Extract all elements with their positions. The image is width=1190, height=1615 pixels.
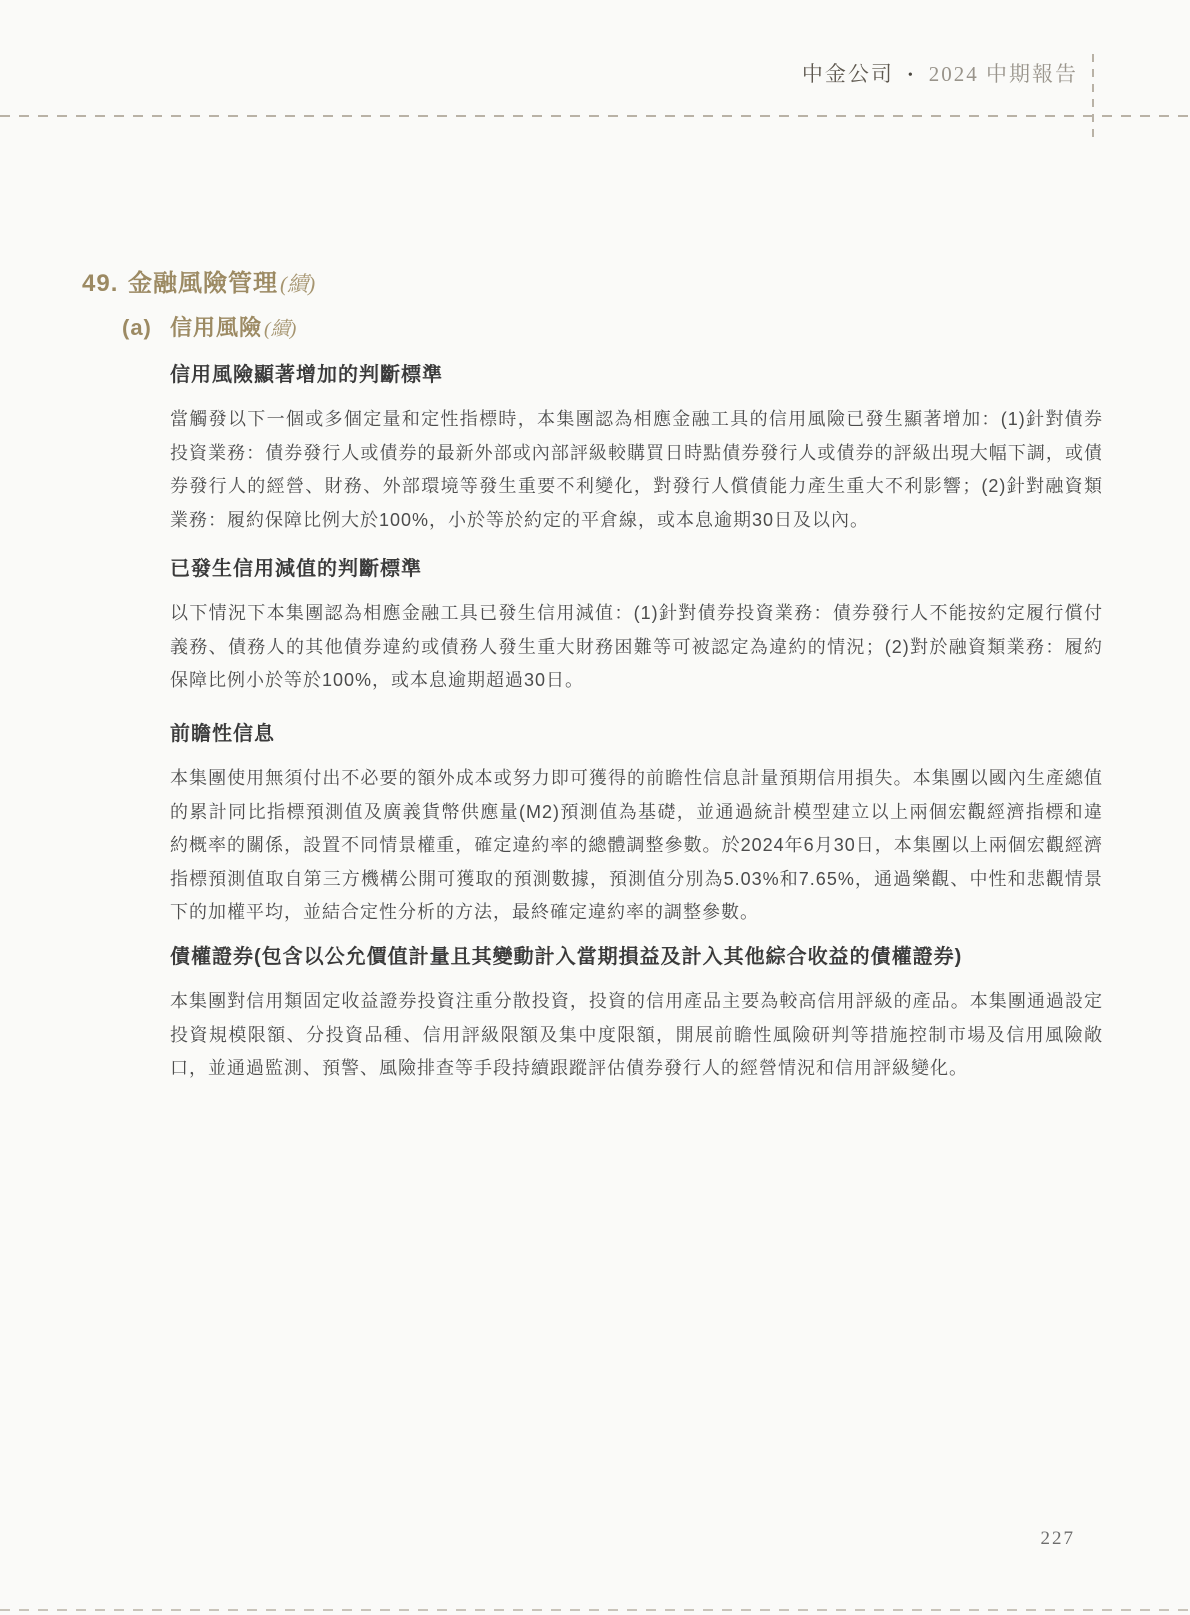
- subsection-letter: (a): [122, 315, 152, 340]
- section-title: [82, 263, 315, 298]
- subsection-title-text: [170, 311, 296, 342]
- block-paragraph: 本集團對信用類固定收益證券投資注重分散投資，投資的信用產品主要為較高信用評級的產品。本集團通過設定投資規模限額、分投資品種、信用評級限額及集中度限額，開展前瞻性風險研判等措施控制市場及信用風險敞口，並通過監測、預警、風險排查等手段持續跟蹤評估債券發行人的經營情況和信用評級變化。: [170, 991, 1103, 1078]
- criteria-significant-increase-block: [170, 362, 1103, 537]
- report-title: 2024 中期報告: [928, 62, 1078, 86]
- block-paragraph: 當觸發以下一個或多個定量和定性指標時，本集團認為相應金融工具的信用風險已發生顯著增加：(1)針對債券投資業務：債券發行人或債券的最新外部或內部評級較購買日時點債券發行人或債券的評級出現大幅下調，或債券發行人的經營、財務、外部環境等發生重要不利變化，對發行人償債能力產生重大不利影響；(2)針對融資類業務：履約保障比例大於100%，小於等於約定的平倉線，或本息逾期30日及以內。: [170, 409, 1103, 530]
- header-dashed-rule: [0, 115, 1190, 117]
- page-number: 227: [1040, 1528, 1075, 1549]
- section-number: 49.: [82, 270, 119, 297]
- forward-looking-info-block: [170, 721, 1103, 930]
- block-heading: 前瞻性信息: [170, 723, 275, 745]
- subsection-title: [122, 311, 296, 342]
- block-heading: 信用風險顯著增加的判斷標準: [170, 364, 443, 386]
- section-continued-label: (續): [280, 272, 316, 296]
- bullet-separator-icon: •: [907, 68, 915, 83]
- subsection-continued-label: (續): [264, 319, 297, 340]
- criteria-credit-impaired-block: [170, 556, 1103, 698]
- block-heading: 債權證券(包含以公允價值計量且其變動計入當期損益及計入其他綜合收益的債權證券): [170, 946, 963, 968]
- header-vertical-dashed-rule: [1092, 54, 1094, 138]
- subsection-title-label: 信用風險: [170, 315, 263, 340]
- company-name: 中金公司: [801, 62, 894, 86]
- section-title-text: [128, 263, 315, 298]
- debt-securities-block: [170, 944, 1103, 1086]
- footer-dashed-rule: [0, 1609, 1190, 1611]
- block-paragraph: 以下情況下本集團認為相應金融工具已發生信用減值：(1)針對債券投資業務：債券發行人不能按約定履行償付義務、債務人的其他債券違約或債務人發生重大財務困難等可被認定為違約的情況；(2)對於融資類業務：履約保障比例小於等於100%，或本息逾期超過30日。: [170, 603, 1103, 690]
- block-heading: 已發生信用減值的判斷標準: [170, 558, 422, 580]
- section-title-label: 金融風險管理: [128, 270, 278, 297]
- page-header: [802, 58, 1078, 88]
- block-paragraph: 本集團使用無須付出不必要的額外成本或努力即可獲得的前瞻性信息計量預期信用損失。本集團以國內生產總值的累計同比指標預測值及廣義貨幣供應量(M2)預測值為基礎，並通過統計模型建立以上兩個宏觀經濟指標和違約概率的關係，設置不同情景權重，確定違約率的總體調整參數。於2024年6月30日，本集團以上兩個宏觀經濟指標預測值取自第三方機構公開可獲取的預測數據，預測值分別為5.03%和7.65%，通過樂觀、中性和悲觀情景下的加權平均，並結合定性分析的方法，最終確定違約率的調整參數。: [170, 768, 1103, 922]
